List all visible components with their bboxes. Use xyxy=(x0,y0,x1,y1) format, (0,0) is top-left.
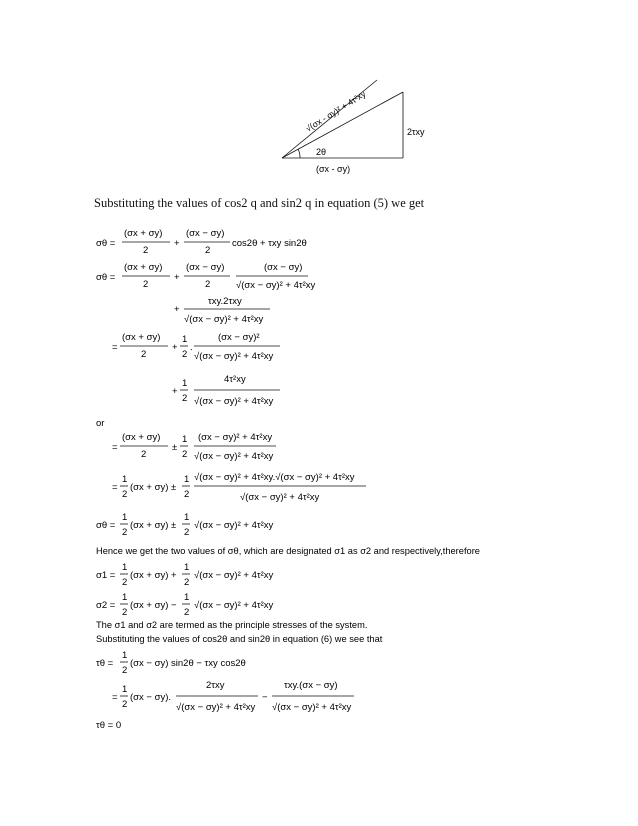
angle-label: 2θ xyxy=(316,147,327,157)
equations-block xyxy=(90,222,550,742)
eq6-half-n: 1 xyxy=(182,434,188,445)
equation-tau-theta-zero: τθ = 0 xyxy=(96,720,122,731)
eq4-half-n: 1 xyxy=(182,334,188,345)
eq1-d1: 2 xyxy=(143,245,149,256)
substitute-text: Substituting the values of cos2θ and sin2θ in equation (6) we see that xyxy=(96,634,383,644)
eq5-plus: + xyxy=(172,386,178,397)
eq8-half-d: 2 xyxy=(122,527,128,538)
eq5-den: √(σx − σy)² + 4τ²xy xyxy=(194,396,274,407)
equation-continuation-1 xyxy=(174,296,270,325)
eq7-half-d: 2 xyxy=(122,489,128,500)
eq6-n1: (σx + σy) xyxy=(122,432,161,443)
eq3-den: √(σx − σy)² + 4τ²xy xyxy=(184,314,264,325)
eq9-half2-d: 2 xyxy=(184,577,190,588)
or-text: or xyxy=(96,418,105,429)
eq2-n3: (σx − σy) xyxy=(264,262,303,273)
eq6-d1: 2 xyxy=(141,449,147,460)
eq10-half-d: 2 xyxy=(122,607,128,618)
angle-arc xyxy=(298,149,300,158)
eq2-d1: 2 xyxy=(143,279,149,290)
equation-step-3 xyxy=(112,332,280,362)
eq1-n2: (σx − σy) xyxy=(186,228,225,239)
eq4-eq: = xyxy=(112,342,118,353)
eq4-den: √(σx − σy)² + 4τ²xy xyxy=(194,351,274,362)
stress-triangle-diagram xyxy=(270,70,425,182)
eq9-half-n: 1 xyxy=(122,562,128,573)
eq3-plus: + xyxy=(174,304,180,315)
eq12-n2: τxy.(σx − σy) xyxy=(284,680,338,691)
equation-tau-theta-1 xyxy=(96,650,246,676)
hypotenuse-label: √(σx - σy)² + 4τ²xy xyxy=(303,88,368,134)
adjacent-label: (σx - σy) xyxy=(316,164,351,174)
eq6-num: (σx − σy)² + 4τ²xy xyxy=(198,432,273,443)
equation-sigma-theta-final xyxy=(96,512,274,538)
hence-text: Hence we get the two values of σθ, which are designated σ1 as σ2 and respectively,therefore xyxy=(96,546,480,556)
eq8-half2-d: 2 xyxy=(184,527,190,538)
eq12-n1: 2τxy xyxy=(206,680,225,691)
eq5-num: 4τ²xy xyxy=(224,374,246,385)
eq7-half-n: 1 xyxy=(122,474,128,485)
eq7-mid: (σx + σy) ± xyxy=(130,482,177,493)
opposite-label: 2τxy xyxy=(407,127,425,137)
eq3-num: τxy.2τxy xyxy=(208,296,242,307)
eq8-rest: √(σx − σy)² + 4τ²xy xyxy=(194,520,274,531)
eq11-lhs: τθ = xyxy=(96,658,114,669)
eq1-rest: cos2θ + τxy sin2θ xyxy=(232,238,307,249)
eq8-half2-n: 1 xyxy=(184,512,190,523)
eq6-eq: = xyxy=(112,442,118,453)
equation-sigma-1 xyxy=(96,562,274,588)
eq8-lhs: σθ = xyxy=(96,520,116,531)
eq7-half2-n: 1 xyxy=(184,474,190,485)
equation-step-6 xyxy=(112,472,366,503)
eq2-lhs: σθ = xyxy=(96,272,116,283)
eq4-plus: + xyxy=(172,342,178,353)
eq10-half-n: 1 xyxy=(122,592,128,603)
equation-tau-theta-2 xyxy=(112,680,354,713)
eq1-d2: 2 xyxy=(205,245,211,256)
equation-sigma-theta-1 xyxy=(96,228,307,256)
eq6-den: √(σx − σy)² + 4τ²xy xyxy=(194,451,274,462)
eq10-lhs: σ2 = xyxy=(96,600,116,611)
eq7-num: √(σx − σy)² + 4τ²xy.√(σx − σy)² + 4τ²xy xyxy=(194,472,355,483)
eq12-d1: √(σx − σy)² + 4τ²xy xyxy=(176,702,256,713)
eq8-half-n: 1 xyxy=(122,512,128,523)
eq12-half-d: 2 xyxy=(122,699,128,710)
eq2-n2: (σx − σy) xyxy=(186,262,225,273)
eq12-d2: √(σx − σy)² + 4τ²xy xyxy=(272,702,352,713)
eq10-mid: (σx + σy) − xyxy=(130,600,177,611)
eq7-den: √(σx − σy)² + 4τ²xy xyxy=(240,492,320,503)
principle-text: The σ1 and σ2 are termed as the principle stresses of the system. xyxy=(96,620,368,630)
eq12-mid: (σx − σy). xyxy=(130,692,172,703)
eq9-lhs: σ1 = xyxy=(96,570,116,581)
eq10-half2-n: 1 xyxy=(184,592,190,603)
eq11-half-n: 1 xyxy=(122,650,128,661)
eq6-half-d: 2 xyxy=(182,449,188,460)
intro-paragraph: Substituting the values of cos2 q and sin2 q in equation (5) we get xyxy=(94,196,425,210)
eq2-n1: (σx + σy) xyxy=(124,262,163,273)
eq10-rest: √(σx − σy)² + 4τ²xy xyxy=(194,600,274,611)
eq6-pm: ± xyxy=(172,442,178,453)
eq5-half-n: 1 xyxy=(182,378,188,389)
eq1-plus: + xyxy=(174,238,180,249)
eq7-half2-d: 2 xyxy=(184,489,190,500)
eq4-half-d: 2 xyxy=(182,349,188,360)
equation-sigma-theta-2 xyxy=(96,262,316,291)
eq4-d1: 2 xyxy=(141,349,147,360)
eq12-half-n: 1 xyxy=(122,684,128,695)
eq4-num: (σx − σy)² xyxy=(218,332,260,343)
eq1-n1: (σx + σy) xyxy=(124,228,163,239)
eq12-minus: − xyxy=(262,692,268,703)
eq1-lhs: σθ = xyxy=(96,238,116,249)
eq12-eq: = xyxy=(112,692,118,703)
equation-continuation-2 xyxy=(172,374,280,407)
eq5-half-d: 2 xyxy=(182,393,188,404)
eq10-half2-d: 2 xyxy=(184,607,190,618)
eq4-dot: . xyxy=(190,342,193,353)
eq2-d2: 2 xyxy=(205,279,211,290)
eq8-mid: (σx + σy) ± xyxy=(130,520,177,531)
equation-step-5 xyxy=(112,432,276,462)
eq7-eq: = xyxy=(112,482,118,493)
equation-sigma-2 xyxy=(96,592,274,618)
eq9-mid: (σx + σy) + xyxy=(130,570,177,581)
eq9-half-d: 2 xyxy=(122,577,128,588)
eq2-plus: + xyxy=(174,272,180,283)
eq11-half-d: 2 xyxy=(122,665,128,676)
eq4-n1: (σx + σy) xyxy=(122,332,161,343)
eq11-rest: (σx − σy) sin2θ − τxy cos2θ xyxy=(130,658,246,669)
eq2-d3: √(σx − σy)² + 4τ²xy xyxy=(236,280,316,291)
eq9-half2-n: 1 xyxy=(184,562,190,573)
eq9-rest: √(σx − σy)² + 4τ²xy xyxy=(194,570,274,581)
